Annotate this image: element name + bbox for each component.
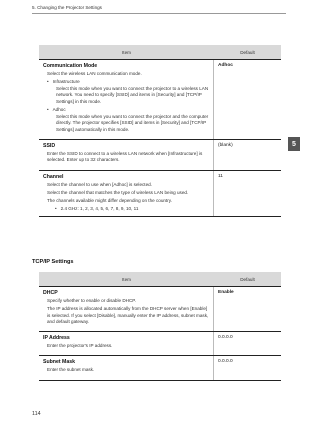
item-default: 0.0.0.0: [218, 359, 233, 365]
item-description: Select the wireless LAN communication mode.: [47, 71, 142, 76]
wireless-settings-table: [39, 45, 281, 217]
bullet-text: • 2.4 GHz: 1, 2, 3, 4, 5, 6, 7, 8, 9, 10, 11: [43, 206, 209, 213]
item-description: The channels available might differ depending on the country.: [47, 197, 172, 203]
table-row: [39, 286, 281, 331]
table-row: [39, 331, 281, 355]
col-item-header: Item: [122, 49, 131, 55]
page-number: 114: [32, 411, 41, 417]
section-title: TCP/IP Settings: [32, 259, 74, 265]
bullet-text: Select this mode when you want to connect the projector to a wireless LAN network. You need to specify [SSID] and items in [Security] and [TCP/IP Settings] in this mode.: [56, 85, 209, 104]
table-bottom-rule: [39, 380, 281, 381]
table-bottom-rule: [39, 216, 281, 217]
item-default: 0.0.0.0: [218, 335, 233, 341]
item-description: Select the channel to use when [Adhoc] is selected.: [47, 181, 152, 187]
item-description: Enter the projector's IP address.: [47, 343, 113, 349]
bullet-label: • Infrastructure: [43, 79, 209, 86]
col-item-header: Item: [122, 276, 131, 282]
item-description: Enter the SSID to connect to a wireless LAN network when [Infrastructure] is selected. Enter up to 32 characters.: [47, 150, 203, 163]
col-default-header: Default: [240, 276, 255, 282]
item-default: (blank): [218, 142, 233, 148]
item-default: 11: [218, 173, 223, 179]
table-header: [39, 45, 281, 59]
item-name: DHCP: [43, 290, 58, 296]
table-header: [39, 272, 281, 286]
header-rule: [32, 13, 286, 14]
running-header: 5. Changing the Projector Settings: [32, 5, 102, 10]
tcpip-settings-table: [39, 272, 281, 381]
item-description: The IP address is allocated automatically from the DHCP server when [Enable] is selected. If you select [Disable], manually enter the IP address, subnet mask, and default gateway.: [47, 306, 209, 325]
item-default: Adhoc: [218, 63, 233, 68]
item-description: Select the channel that matches the type of wireless LAN being used.: [47, 189, 189, 195]
bullet-text: Select this mode when you want to connect the projector and the computer directly. The projector specifies [SSID] and items in [Security] and [TCP/IP Settings] automatically in this mode.: [56, 113, 209, 132]
item-name: SSID: [43, 142, 56, 149]
item-description: Enter the subnet mask.: [47, 367, 95, 373]
table-row: [39, 170, 281, 217]
item-description: Specify whether to enable or disable DHCP.: [47, 298, 137, 303]
item-name: IP Address: [43, 335, 70, 342]
item-name: Communication Mode: [43, 63, 98, 69]
table-row: [39, 139, 281, 170]
item-name: Subnet Mask: [43, 359, 75, 366]
table-row: [39, 59, 281, 139]
item-name: Channel: [43, 173, 64, 180]
item-default: Enable: [218, 290, 234, 295]
table-row: [39, 355, 281, 379]
col-default-header: Default: [240, 49, 255, 55]
chapter-tab: 5: [288, 137, 300, 151]
bullet-label: • Adhoc: [43, 107, 209, 114]
